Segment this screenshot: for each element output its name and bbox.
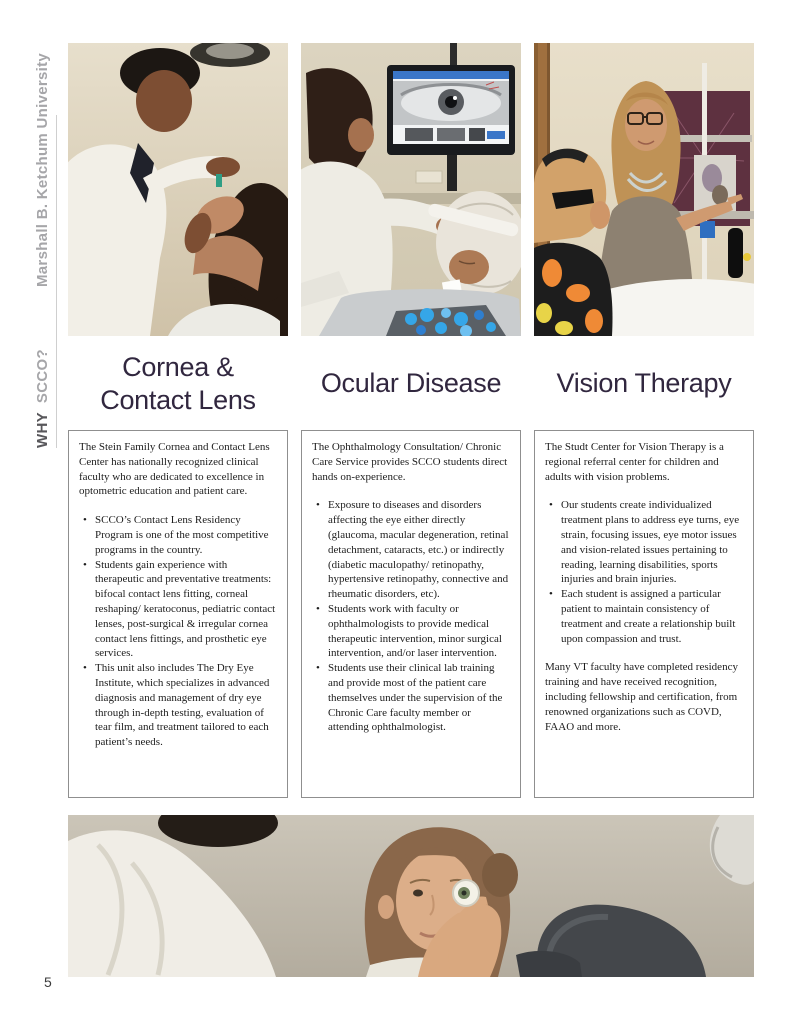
bullet-item: • Our students create individualized treatment plans to address eye turns, eye strain, focusing issues, eye motor issues and vision-related issues pertaining to reading, learning disabilities, sports injuries and brain injuries. xyxy=(548,498,743,587)
photo-ocular-disease xyxy=(301,43,521,336)
bullet-list xyxy=(548,498,743,646)
bullet-item: • Each student is assigned a particular patient to maintain consistency of treatment and create a relationship built upon compassion and trust. xyxy=(548,587,743,646)
photo-cornea-contact-lens xyxy=(68,43,288,336)
sidebar-divider-line xyxy=(56,115,57,448)
prosthetic-eye-fitting-photo xyxy=(68,815,754,977)
textbox-vision-therapy xyxy=(534,430,754,798)
photo-vision-therapy xyxy=(534,43,754,336)
bullet-item: • Students gain experience with therapeutic and preventative treatments: bifocal contact lens fitting, corneal reshaping/ keratoconus, pediatric contact lenses, post-surgical & irregular cornea contact lens fittings, and prosthetic eye services. xyxy=(82,558,277,662)
bullet-item: • Students use their clinical lab training and provide most of the patient care themselves under the supervision of the Chronic Care faculty member or attending ophthalmologist. xyxy=(315,661,510,735)
bullet-item: • SCCO’s Contact Lens Residency Program is one of the most competitive programs in the country. xyxy=(82,513,277,557)
scco-label: SCCO? xyxy=(34,349,51,404)
heading-ocular-disease xyxy=(301,342,521,426)
intro-paragraph: The Ophthalmology Consultation/ Chronic Care Service provides SCCO students direct hands on-experience. xyxy=(312,441,508,483)
outro-paragraph: Many VT faculty have completed residency training and have received recognition, including fellowship and certification, from renowned organizations such as COVD, FAAO and more. xyxy=(545,661,738,733)
textbox-ocular-disease xyxy=(301,430,521,798)
sidebar-section-label xyxy=(34,349,51,448)
heading-cornea-contact-lens xyxy=(68,342,288,426)
page-number: 5 xyxy=(44,974,52,990)
heading-line: Contact Lens xyxy=(100,385,256,415)
heading-line: Cornea & xyxy=(122,351,234,382)
vision-therapy-session-photo xyxy=(534,43,754,336)
eye-drops-exam-photo xyxy=(68,43,288,336)
intro-paragraph: The Stein Family Cornea and Contact Lens Center has nationally recognized clinical faculty who are dedicated to excellence in optometric education and patient care. xyxy=(79,441,270,498)
heading-vision-therapy xyxy=(534,342,754,426)
eye-imaging-exam-photo xyxy=(301,43,521,336)
bullet-item: • This unit also includes The Dry Eye Institute, which specializes in advanced diagnosis and management of dry eye through in-depth testing, evaluation of tear film, and treatment tailored to each patient’s needs. xyxy=(82,661,277,750)
sidebar-university-label: Marshall B. Ketchum University xyxy=(34,52,51,287)
bullet-list xyxy=(315,498,510,735)
heading-line: Vision Therapy xyxy=(556,368,732,399)
why-label: WHY xyxy=(34,412,51,448)
bullet-item: • Exposure to diseases and disorders affecting the eye either directly (glaucoma, macular degeneration, retinal detachment, cataracts, etc.) or indirectly (diabetic maculopathy/ retinopathy, hypertensive retinopathy, connective and rheumatic disorders, etc). xyxy=(315,498,510,602)
intro-paragraph: The Studt Center for Vision Therapy is a regional referral center for children and adults with vision problems. xyxy=(545,441,724,483)
photo-prosthetic-eye xyxy=(68,815,754,977)
heading-line: Ocular Disease xyxy=(320,368,502,399)
bullet-item: • Students work with faculty or ophthalmologists to provide medical therapeutic intervention, minor surgical intervention, and/or laser intervention. xyxy=(315,602,510,661)
bullet-list xyxy=(82,513,277,750)
textbox-cornea-contact-lens xyxy=(68,430,288,798)
